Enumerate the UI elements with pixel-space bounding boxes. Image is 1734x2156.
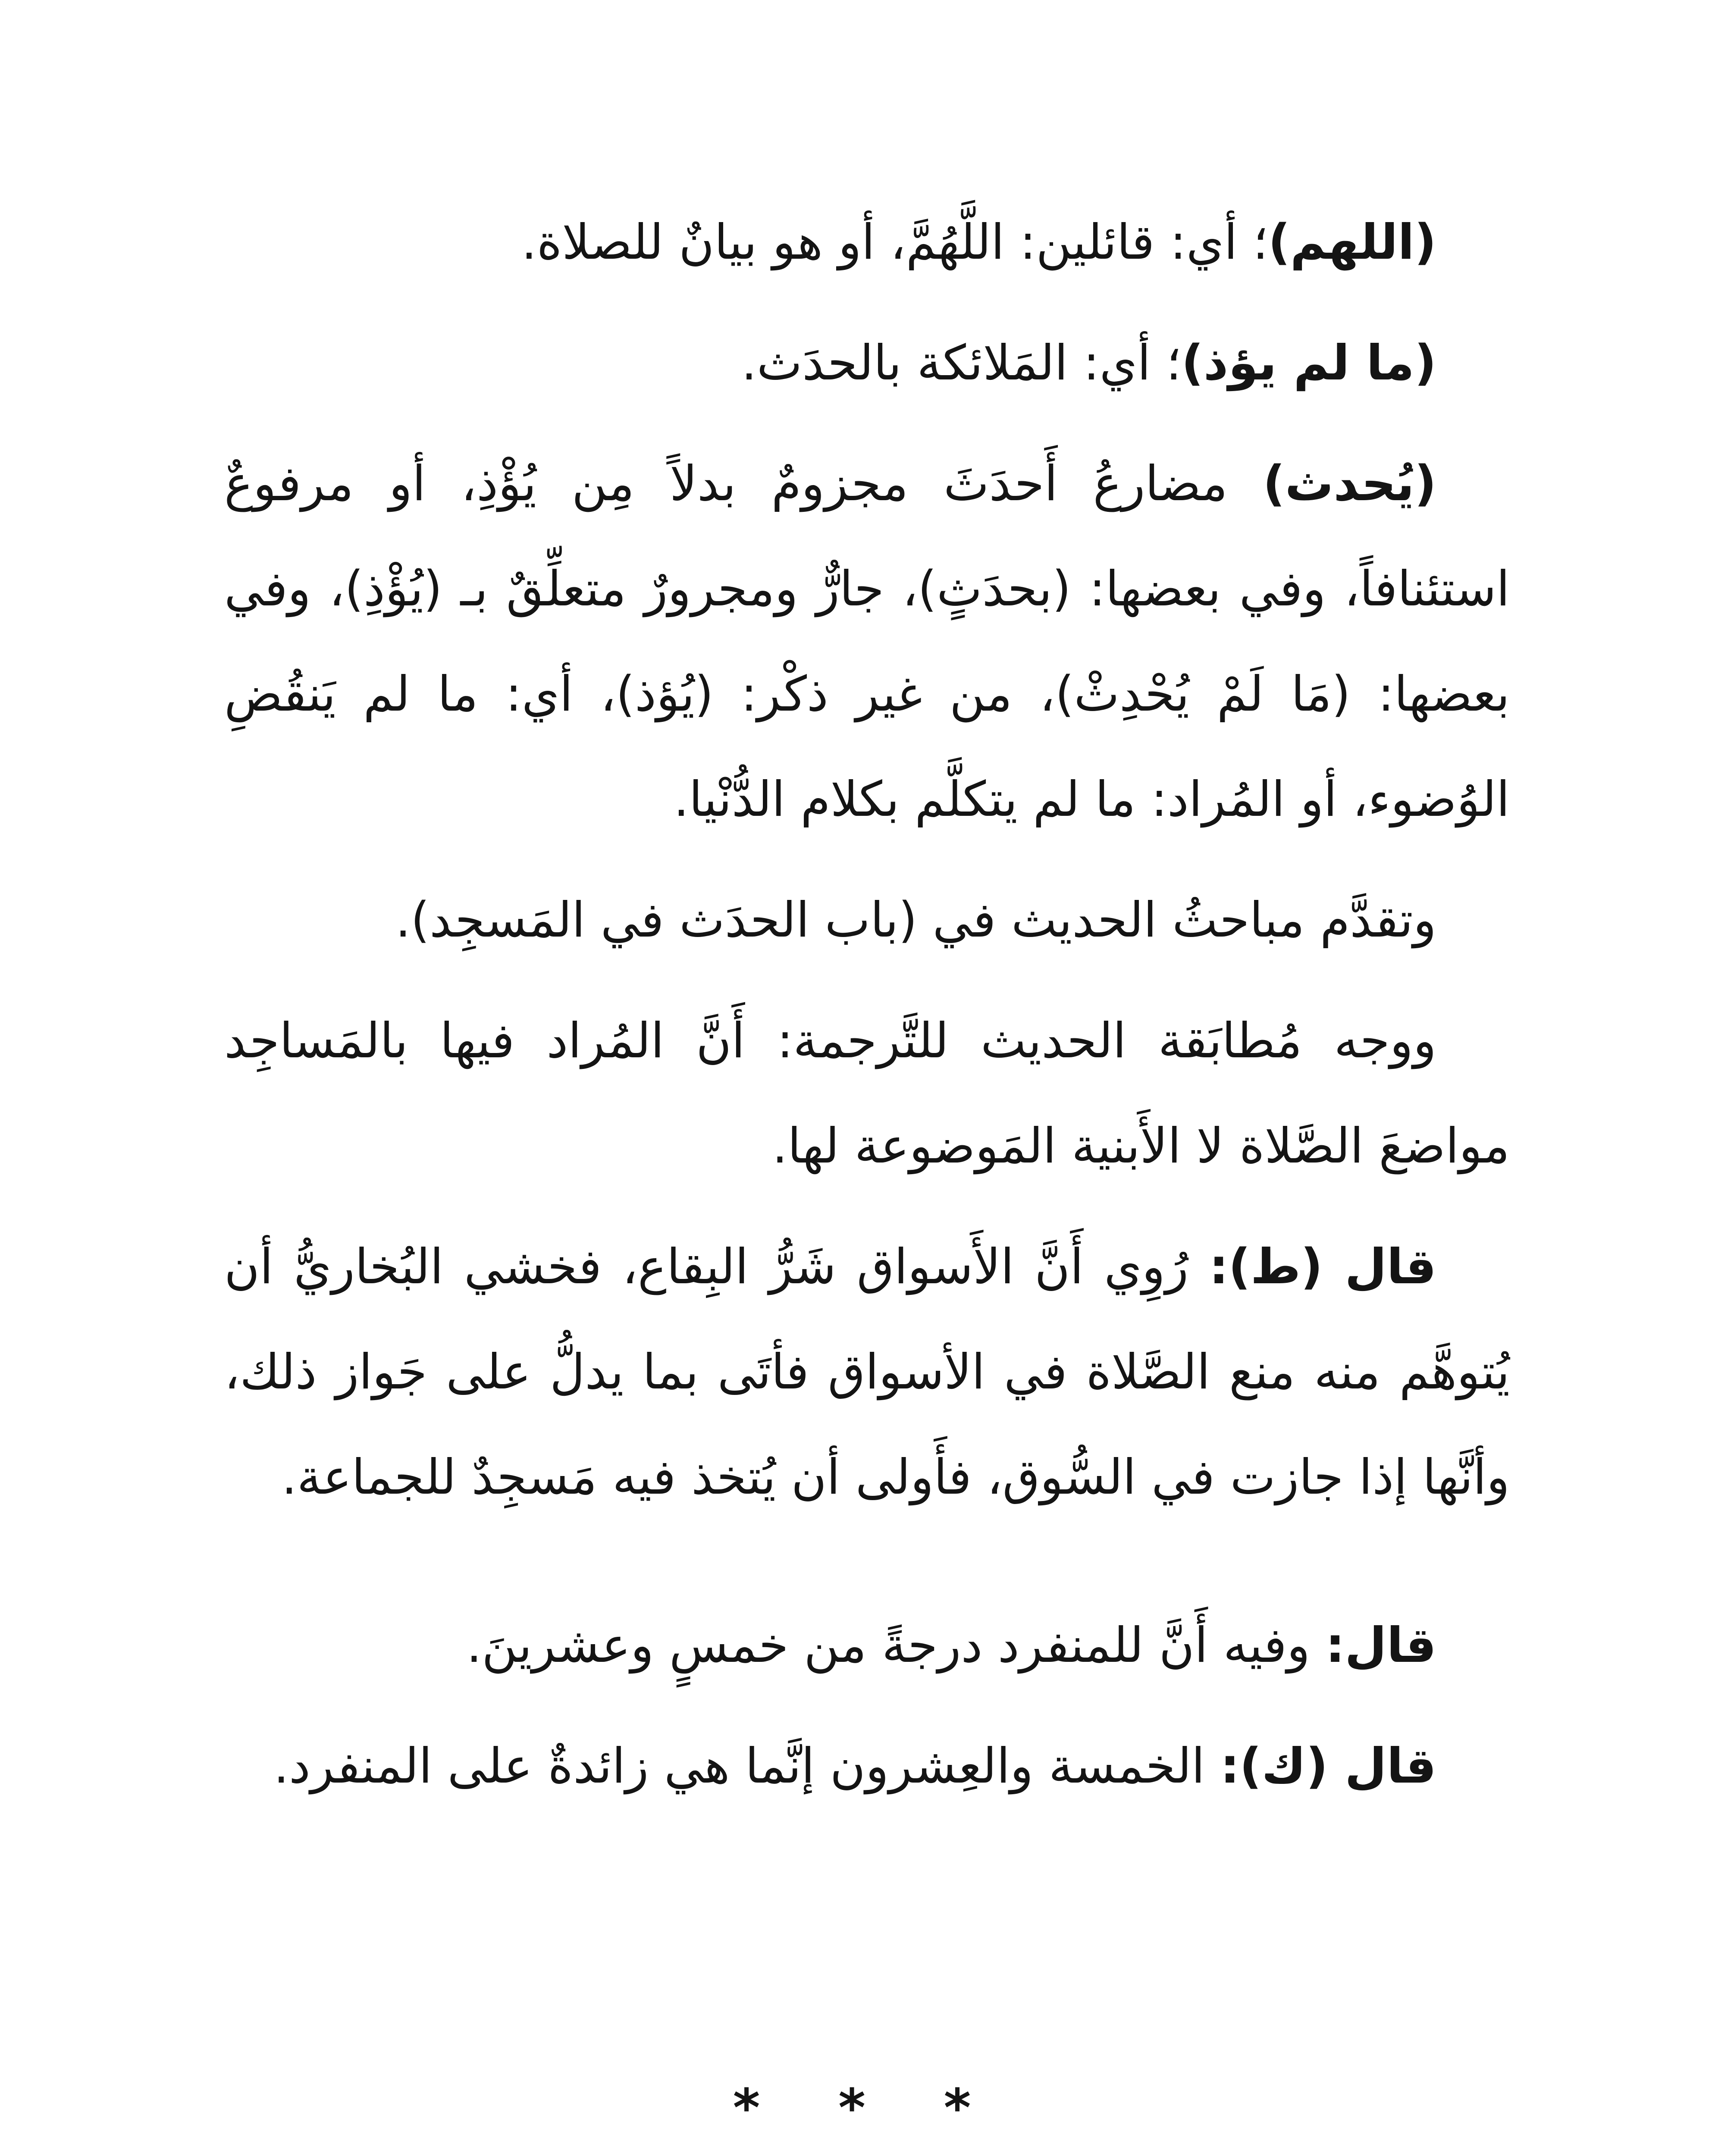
paragraph-text: ووجه مُطابَقة الحديث للتَّرجمة: أَنَّ المُراد فيها بالمَساجِد مواضعَ الصَّلاة لا الأَبنية المَوضوعة لها. — [224, 1013, 1510, 1174]
body-text — [224, 190, 1510, 1834]
lemma: (ما لم يؤذ) — [1181, 335, 1436, 391]
paragraph-text: وتقدَّم مباحثُ الحديث في (باب الحدَث في المَسجِد). — [395, 892, 1436, 948]
note-1 — [224, 1593, 1510, 1698]
lemma: قال: — [1325, 1617, 1436, 1673]
paragraph-2 — [224, 310, 1510, 416]
paragraph-6 — [224, 1214, 1510, 1530]
paragraph-3 — [224, 431, 1510, 852]
note-2 — [224, 1714, 1510, 1819]
lemma: قال (ك): — [1220, 1738, 1436, 1794]
note-text: الخمسة والعِشرون إنَّما هي زائدةٌ على المنفرد. — [273, 1738, 1220, 1794]
paragraph-text: رُوِي أَنَّ الأَسواق شَرُّ البِقاع، فخشي البُخاريُّ أن يُتوهَّم منه منع الصَّلاة في الأسواق فأتَى بما يدلُّ على جَواز ذلك، وأنَّها إذا جازت في السُّوق، فأَولى أن يُتخذ فيه مَسجِدٌ للجماعة. — [224, 1239, 1510, 1505]
paragraph-5 — [224, 988, 1510, 1199]
paragraph-text: ؛ أي: قائلين: اللَّهُمَّ، أو هو بيانٌ للصلاة. — [521, 214, 1268, 270]
note-text: وفيه أَنَّ للمنفرد درجةً من خمسٍ وعشرينَ. — [466, 1617, 1326, 1673]
paragraph-gap — [224, 1545, 1510, 1593]
lemma: (يُحدث) — [1263, 456, 1436, 512]
section-separator: * * * — [733, 2078, 1001, 2138]
paragraph-text: مضارعُ أَحدَثَ مجزومٌ بدلاً مِن يُؤْذِ، أو مرفوعٌ استئنافاً، وفي بعضها: (بحدَثٍ)، جارٌّ ومجرورٌ متعلِّقٌ بـ (يُؤْذِ)، وفي بعضها: (مَا لَمْ يُحْدِثْ)، من غير ذكْر: (يُؤذ)، أي: ما لم يَنقُضِ الوُضوء، أو المُراد: ما لم يتكلَّم بكلام الدُّنْيا. — [224, 456, 1510, 827]
paragraph-1 — [224, 190, 1510, 295]
lemma: (اللهم) — [1268, 214, 1436, 270]
paragraph-4 — [224, 868, 1510, 973]
paragraph-text: ؛ أي: المَلائكة بالحدَث. — [741, 335, 1182, 391]
lemma: قال (ط): — [1209, 1239, 1437, 1295]
